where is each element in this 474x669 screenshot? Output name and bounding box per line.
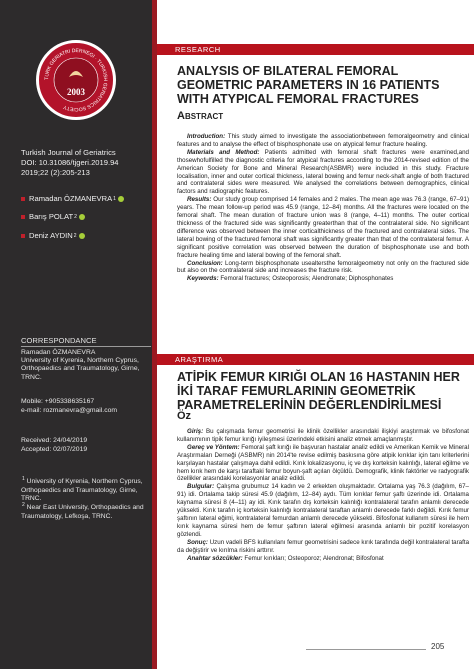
arastirma-tag-label: ARAŞTIRMA [175,355,224,364]
affiliation-sup: 1 [22,476,25,482]
journal-doi: DOI: 10.31086/tjgeri.2019.94 [21,158,119,167]
orcid-icon[interactable] [118,196,124,202]
abstract-results: Results: Our study group comprised 14 females and 2 males. The mean age was 76.3 (range, 67–91) years. The mean follow-up period was 45.9 (range, 12–84) months. All the fractures were located on the femoral shaft. The mean duration of fracture union was 8 (range, 4–11) months. The outer cortical thickness of the fractured side was significantly greaterthan that of the contralateral side. No significant difference was observed between the inner corticalthickness of the fractured and contralateral sides. The lateral bowing of the fractured femoral shaft was significantly greater than that of the contralateral femur. A significant positive correlation was observed between the duration of bisphosphonate use and both fracture healing time and lateral bowing of the femoral shaft. [177,196,469,259]
turkish-abstract [177,428,469,562]
author-sup: 1 [113,195,116,202]
received-date: Received: 24/04/2019 [21,437,88,444]
author-3 [21,231,85,240]
abstract-keywords: Keywords: Femoral fractures; Osteoporosis; Alendronate; Diphosphonates [187,275,394,283]
affiliation-text: Near East University, Orthopaedics and Traumatology, Lefkoşa, TRNC. [21,504,144,520]
correspondence-email[interactable]: e-mail: rozmanevra@gmail.com [21,407,118,414]
sidebar [0,0,152,669]
correspondence-address: University of Kyrenia, Northern Cyprus, Orthopaedics and Traumatology, Girne, TRNC. [21,357,140,381]
correspondence-heading: CORRESPONDANCE [21,336,151,347]
oz-bulgular: Bulgular: Çalışma grubumuz 14 kadın ve 2 erkekten oluşmaktadır. Ortalama yaş 76.3 (dağılım, 67–91) idi. Ortalama takip süresi 45.9 (dağılım, 12–84) aydı. Tüm kırıklar femur şaftı üzerinde idi. Ortalama kaynama süresi 8 (4–11) ay idi. Kırık tarafın dış korteksin kalınlığı kontralateral tarafın anlamlı derecede yüksekti. Kırık tarafın iç korteksin kalınlığı kontralateral taraftan anlamlı derecede farklı değildi. Kırık femur şaftının lateral eğimi, kontralateral femurdan anlamlı derecede yüksekti. Bifosfonat kullanım süresi ile hem kırık kaynama süresi hem de femur şaftının lateral eğilmesi arasında anlamlı bir pozitif korelasyon gözlendi. [177,483,469,538]
oz-sonuc: Sonuç: Uzun vadeli BFS kullanılanı femur geometrisini sadece kırık tarafında değil kontralateral tarafta da değiştirir ve kırılma riskini arttırır. [177,538,470,554]
oz-giris: Giriş: Bu çalışmada femur geometrisi ile klinik özellikler arasındaki ilişkiyi araştırmak ve bifosfonat kullanımının tipik femur kırığı iyileşmesi üzerindeki etkisini analiz etmek amaçlanmıştır. [177,428,469,443]
logo-ring-text: TURK GERIATRI DERNEGI · TURKISH GERIATRICS SOCIETY [43,47,109,113]
accent-strip [152,0,157,669]
page-number: 205 [431,642,445,651]
arastirma-tag [157,354,474,365]
author-name: Barış POLAT [29,212,74,221]
footer-line [306,649,426,650]
oz-gerec: Gereç ve Yöntem: Femoral şaft kırığı ile başvuran hastalar analiz edildi ve Amerikan Kemik ve Mineral Araştırmaları Derneği (ASBMR) nin 2014'te revise edilmiş baskısına göre atipik kırıklar için tanı kriterlerini karşılayan hastalar çalışmaya dahil edildi. Kırık lokalizasyonu, iç ve dış korteksin kalınlığı, lateral eğilme ve hem kırık hem de karşı taraftaki femur boyun-şaft açıları ölçüldü. Demografik, klinik faktörler ve radyografik özellikler arasındaki korelasyonlar analiz edildi. [177,443,469,483]
society-logo [36,40,116,120]
correspondence-name: Ramadan ÖZMANEVRA [21,349,96,356]
affiliation-1 [21,475,149,503]
author-sup: 2 [73,232,77,239]
affiliation-text: University of Kyrenia, Northern Cyprus, Orthopaedics and Traumatology, Girne, TRNC. [21,478,143,503]
author-name: Ramadan ÖZMANEVRA [29,194,113,203]
turkish-title: ATİPİK FEMUR KIRIĞI OLAN 16 HASTANIN HER İKİ TARAF FEMURLARININ GEOMETRİK PARAMETRELERİNİN DEĞERLENDİRİLMESİ [177,370,460,412]
abstract-intro: Introduction: This study aimed to investigate the associationbetween femoralgeometry and clinical features and to analyse the effect of bisphosphonate use on atypical femur fracture healing. [177,133,469,148]
journal-name: Turkish Journal of Geriatrics [21,148,116,157]
journal-issue: 2019;22 (2):205-213 [21,168,90,177]
affiliation-sup: 2 [22,502,25,508]
author-1 [21,194,124,203]
orcid-icon[interactable] [79,214,85,220]
author-sup: 2 [74,213,77,220]
orcid-icon[interactable] [79,233,85,239]
affiliation-2 [21,501,149,521]
journal-info [21,148,119,178]
research-tag-label: RESEARCH [175,45,221,54]
research-tag [157,44,474,55]
oz-heading: Öz [177,410,192,422]
logo-year: 2003 [67,87,85,97]
accepted-date: Accepted: 02/07/2019 [21,446,88,453]
correspondence-mobile: Mobile: +905338635167 [21,398,95,405]
abstract-heading: Abstract [177,110,224,122]
abstract-conclusion: Conclusion: Long-term bisphosphonate usealtersthe femoralgeometry not only on the fractured side but also on the contralateral side and increases the fracture risk. [177,259,469,275]
abstract-methods: Materials and Method: Patients admitted with femoral shaft fractures were examined,and thosewhofulfilled the diagnostic criteria for atypical fractures according to the 2014-revised edition of the American Society for Bone and Mineral Research(ASBMR) were included in this study. Fracture localisation, inner and outer cortical thickness, lateral bowing and femur neck-shaft angle of both fractured and contralateral sides were measured. We analysed the correlations between demographics, clinical factors and radiographic features. [177,148,469,196]
english-abstract [177,133,469,283]
oz-anahtar: Anahtar sözcükler: Femur kırıkları; Osteoporoz; Alendronat; Bifosfonat [187,554,384,562]
author-2 [21,212,85,221]
author-name: Deniz AYDIN [29,231,73,240]
english-title: ANALYSIS OF BILATERAL FEMORAL GEOMETRIC PARAMETERS IN 16 PATIENTS WITH ATYPICAL FEMORAL FRACTURES [177,64,440,106]
